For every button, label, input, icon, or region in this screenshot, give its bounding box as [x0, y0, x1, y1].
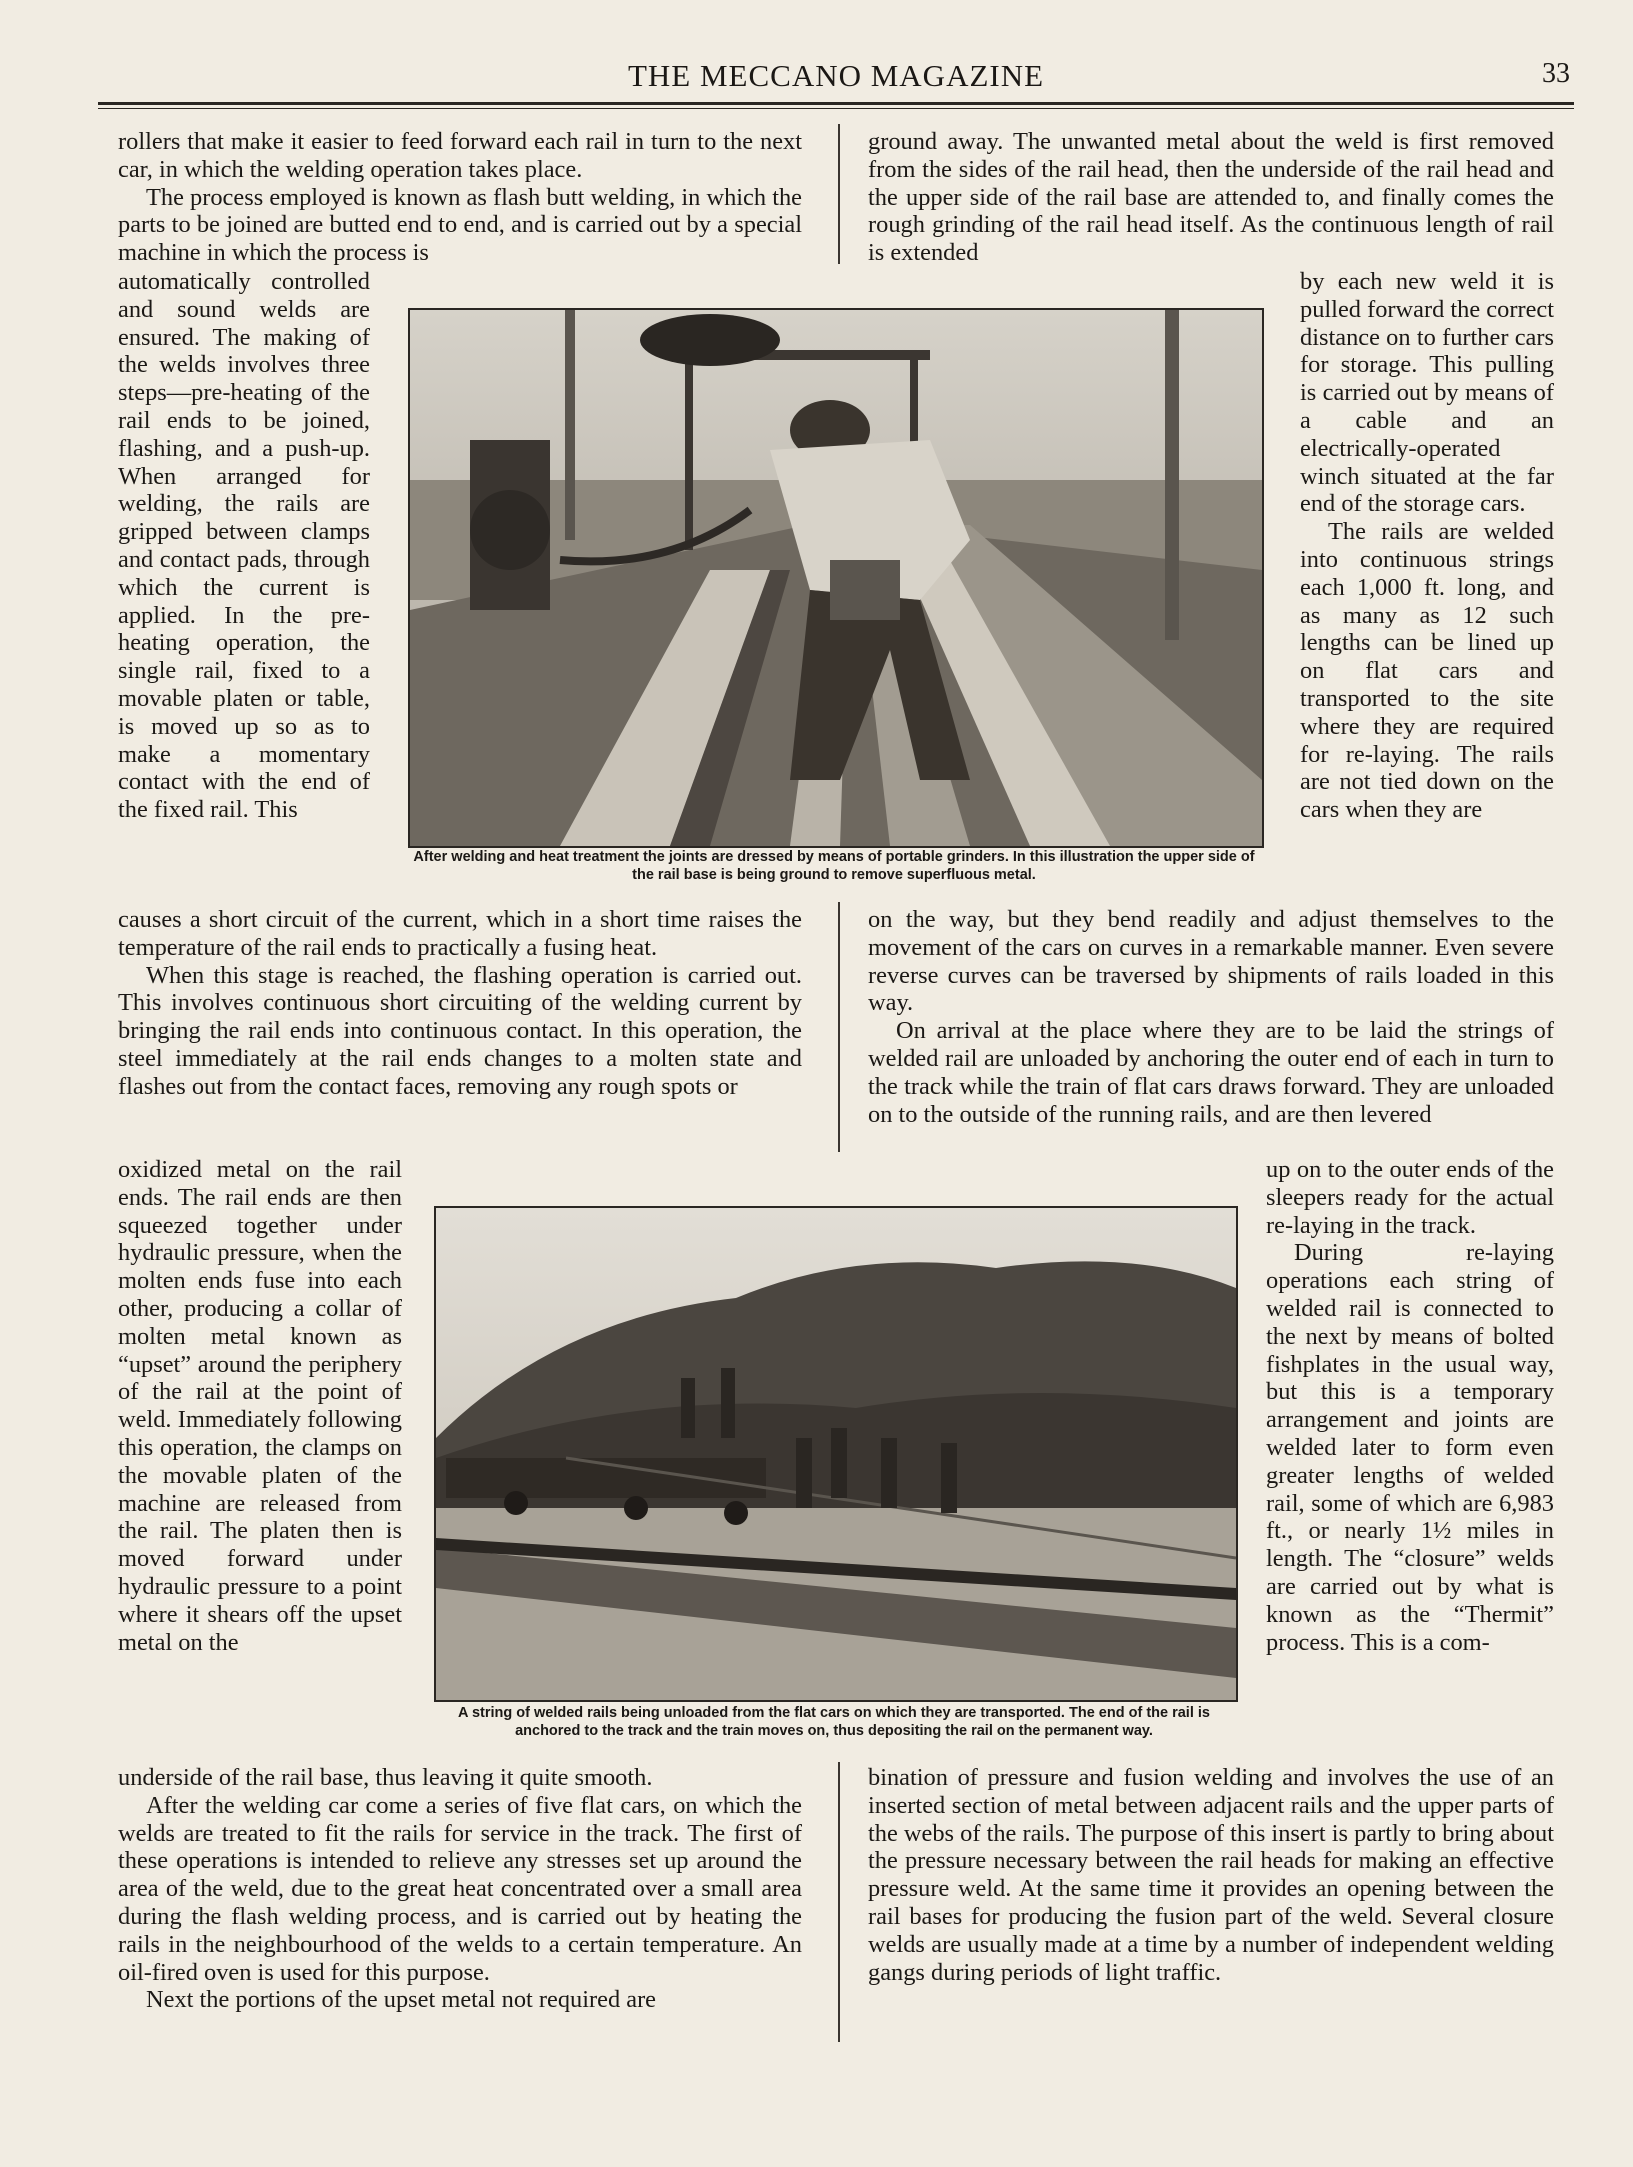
- paragraph: bination of pressure and fusion welding and involves the use of an inserted section of metal between adjacent rails and the upper parts of the webs of the rails. The purpose of this insert is partly to bring about the pressure necessary between the rail heads for making an effective pressure weld. At the same time it provides an opening between the rail bases for producing the fusion part of the weld. Several closure welds are usually made at a time by a number of independent welding gangs during periods of light traffic.: [868, 1764, 1554, 1986]
- paragraph: rollers that make it easier to feed forward each rail in turn to the next car, in which the welding operation takes place.: [118, 128, 802, 183]
- column-top-right: [868, 128, 1554, 267]
- rail-unloading-illustration: [436, 1208, 1236, 1700]
- header-rule-thin: [98, 108, 1574, 109]
- rail-grinding-illustration: [410, 310, 1262, 846]
- paragraph: automatically controlled and sound welds are ensured. The making of the welds involves three steps—pre-heating of the rail ends to be joined, flashing, and a push-up. When arranged for welding, the rails are gripped between clamps and contact pads, through which the current is applied. In the pre-heating operation, the single rail, fixed to a movable platen or table, is moved up so as to make a momentary contact with the end of the fixed rail. This: [118, 268, 370, 824]
- column-divider: [838, 902, 840, 1152]
- paragraph: oxidized metal on the rail ends. The rail ends are then squeezed together under hydraulic pressure, when the molten ends fuse into each other, producing a collar of molten metal known as “upset” around the periphery of the rail at the point of weld. Immediately following this operation, the clamps on the movable platen of the machine are released from the rail. The platen then is moved forward under hydraulic pressure to a point where it shears off the upset metal on the: [118, 1156, 402, 1656]
- paragraph: up on to the outer ends of the sleepers ready for the actual re-laying in the track.: [1266, 1156, 1554, 1239]
- page-header: [98, 58, 1574, 98]
- paragraph: When this stage is reached, the flashing operation is carried out. This involves continuous short circuiting of the welding current by bringing the rail ends into continuous contact. In this operation, the steel immediately at the rail ends changes to a molten state and flashes out from the contact faces, removing any rough spots or: [118, 961, 802, 1100]
- wrap-right-2: [1266, 1156, 1554, 1656]
- paragraph: causes a short circuit of the current, which in a short time raises the temperature of the rail ends to practically a fusing heat.: [118, 906, 802, 961]
- photo-caption: After welding and heat treatment the joints are dressed by means of portable grinders. In this illustration the upper side of the rail base is being ground to remove superfluous metal.: [413, 849, 1255, 883]
- column-divider: [838, 1762, 840, 2042]
- wrap-right-1: [1300, 268, 1554, 824]
- paragraph: On arrival at the place where they are to be laid the strings of welded rail are unloaded by anchoring the outer end of each in turn to the track while the train of flat cars draws forward. They are unloaded on to the outside of the running rails, and are then levered: [868, 1017, 1554, 1128]
- paragraph: on the way, but they bend readily and adjust themselves to the movement of the cars on curves in a remarkable manner. Even severe reverse curves can be traversed by shipments of rails loaded in this way.: [868, 906, 1554, 1017]
- photo-rail-grinding: [408, 308, 1264, 848]
- page-number: 33: [1542, 58, 1570, 89]
- paragraph: underside of the rail base, thus leaving it quite smooth.: [118, 1764, 653, 1791]
- column-bottom-left: [118, 1764, 802, 2014]
- wrap-left-2: [118, 1156, 402, 1656]
- column-mid-right: [868, 906, 1554, 1128]
- column-top-left: [118, 128, 802, 267]
- wrap-left-1: [118, 268, 370, 824]
- paragraph: During re-laying operations each string of welded rail is connected to the next by means of bolted fishplates in the usual way, but this is a temporary arrangement and joints are welded later to form even greater lengths of welded rail, some of which are 6,983 ft., or nearly 1½ miles in length. The “closure” welds are carried out by what is known as the “Thermit” process. This is a com-: [1266, 1239, 1554, 1656]
- paragraph: The process employed is known as flash butt welding, in which the parts to be joined are butted end to end, and is carried out by a special machine in which the process is: [118, 183, 802, 267]
- photo-caption: A string of welded rails being unloaded from the flat cars on which they are transported. The end of the rail is anchored to the track and the train moves on, thus depositing the rail on the permanent way.: [458, 1705, 1210, 1739]
- paragraph: After the welding car come a series of five flat cars, on which the welds are treated to fit the rails for service in the track. The first of these operations is intended to relieve any stresses set up around the area of the weld, due to the great heat concentrated over a small area during the flash welding process, and is carried out by heating the rails in the neighbourhood of the welds to a certain temperature. An oil-fired oven is used for this purpose.: [118, 1791, 802, 1986]
- column-mid-left: [118, 906, 802, 1101]
- header-rule: [98, 102, 1574, 105]
- magazine-title: THE MECCANO MAGAZINE: [627, 58, 1045, 93]
- paragraph: by each new weld it is pulled forward the correct distance on to further cars for storage. This pulling is carried out by means of a cable and an electrically-operated winch situated at the far end of the storage cars.: [1300, 268, 1554, 518]
- paragraph: The rails are welded into continuous strings each 1,000 ft. long, and as many as 12 such lengths can be lined up on flat cars and transported to the site where they are required for re-laying. The rails are not tied down on the cars when they are: [1300, 518, 1554, 824]
- column-bottom-right: [868, 1764, 1554, 1986]
- photo-rail-unloading: [434, 1206, 1238, 1702]
- paragraph: Next the portions of the upset metal not required are: [146, 1986, 657, 2014]
- column-divider: [838, 124, 840, 264]
- paragraph: ground away. The unwanted metal about the weld is first removed from the sides of the rail head, then the underside of the rail head and the upper side of the rail base are attended to, and finally comes the rough grinding of the rail head itself. As the continuous length of rail is extended: [868, 128, 1554, 267]
